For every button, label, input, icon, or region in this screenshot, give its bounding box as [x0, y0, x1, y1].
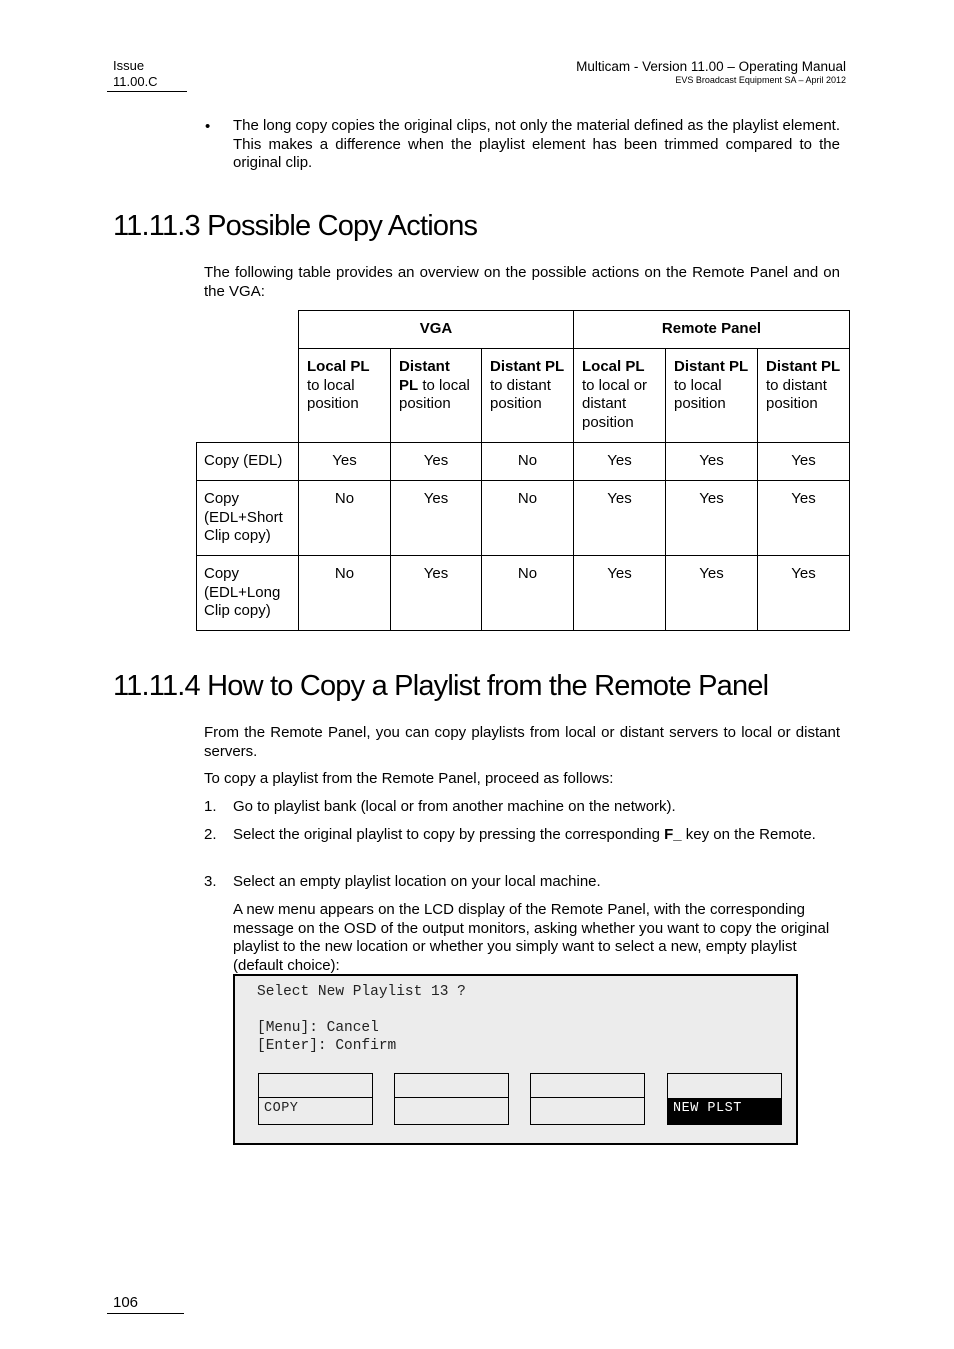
table-cell: Yes [574, 556, 666, 631]
table-cell: Yes [758, 481, 850, 556]
copy-playlist-intro: From the Remote Panel, you can copy playlists from local or distant servers to local or distant servers. [204, 724, 840, 760]
lcd-key-3[interactable] [530, 1073, 645, 1125]
table-row [197, 443, 850, 481]
lcd-prompt: Select New Playlist 13 ? [257, 984, 466, 1000]
table-cell: Yes [666, 556, 758, 631]
table-cell: No [482, 481, 574, 556]
lcd-note: A new menu appears on the LCD display of the Remote Panel, with the corresponding message on the OSD of the output monitors, asking whether you want to copy the original playlist to the new location or whether you simply want to select a new, empty playlist (default choice): [233, 901, 830, 974]
intro-bullet-text: The long copy copies the original clips, not only the material defined as the playlist element. This makes a difference when the playlist element has been trimmed compared to the original clip. [233, 117, 841, 171]
lcd-key-new-plst[interactable]: NEW PLST [667, 1073, 782, 1125]
step-text: Select the original playlist to copy by pressing the corresponding F_ key on the Remote. [233, 826, 816, 843]
step-number: 1. [204, 798, 217, 815]
column-header: Distant PL to distant position [482, 349, 574, 443]
step-text: Select an empty playlist location on your local machine. [233, 873, 601, 890]
manual-header [576, 58, 846, 86]
lcd-confirm-line: [Enter]: Confirm [257, 1038, 397, 1054]
bullet-icon: • [205, 118, 211, 135]
column-header: Local PL to local or distant position [574, 349, 666, 443]
page-number: 106 [113, 1294, 139, 1311]
table-cell: Yes [666, 443, 758, 481]
row-header: Copy (EDL) [197, 443, 299, 481]
copy-actions-table [196, 310, 850, 631]
table-corner [197, 349, 299, 443]
table-cell: Yes [299, 443, 391, 481]
row-header: Copy (EDL+Long Clip copy) [197, 556, 299, 631]
table-cell: Yes [666, 481, 758, 556]
lcd-display [233, 974, 798, 1145]
table-cell: Yes [758, 556, 850, 631]
publisher: EVS Broadcast Equipment SA – April 2012 [675, 75, 846, 85]
header-rule [107, 91, 187, 92]
table-cell: No [482, 443, 574, 481]
issue-label: Issue [113, 58, 145, 73]
step-number: 2. [204, 826, 217, 843]
table-cell: Yes [574, 481, 666, 556]
column-header: Distant PL to distant position [758, 349, 850, 443]
table-cell: Yes [758, 443, 850, 481]
table-cell: No [299, 481, 391, 556]
table-row [197, 481, 850, 556]
lcd-key-2[interactable] [394, 1073, 509, 1125]
table-cell: Yes [574, 443, 666, 481]
lcd-cancel-line: [Menu]: Cancel [257, 1020, 379, 1036]
table-cell: Yes [391, 556, 482, 631]
lcd-key-copy[interactable]: COPY [258, 1073, 373, 1125]
column-header: Distant PL to local position [666, 349, 758, 443]
group-header-vga: VGA [299, 311, 574, 349]
row-header: Copy (EDL+Short Clip copy) [197, 481, 299, 556]
table-cell: Yes [391, 443, 482, 481]
footer-rule [107, 1313, 184, 1314]
table-row [197, 556, 850, 631]
table-cell: Yes [391, 481, 482, 556]
function-key: F_ [664, 826, 682, 843]
manual-title: Multicam - Version 11.00 – Operating Manual [576, 59, 846, 74]
section-heading-copy-actions: 11.11.3 Possible Copy Actions [113, 210, 478, 242]
section-heading-copy-playlist: 11.11.4 How to Copy a Playlist from the Remote Panel [113, 670, 769, 702]
column-header: Distant PL to local position [391, 349, 482, 443]
issue-block [113, 58, 158, 90]
group-header-remote-panel: Remote Panel [574, 311, 850, 349]
proceed-text: To copy a playlist from the Remote Panel, proceed as follows: [204, 770, 614, 787]
table-cell: No [482, 556, 574, 631]
table-cell: No [299, 556, 391, 631]
step-text: Go to playlist bank (local or from another machine on the network). [233, 798, 676, 815]
table-corner [197, 311, 299, 349]
column-header: Local PL to local position [299, 349, 391, 443]
step-number: 3. [204, 873, 217, 890]
issue-value: 11.00.C [113, 74, 158, 89]
copy-actions-intro: The following table provides an overview on the possible actions on the Remote Panel and on the VGA: [204, 264, 840, 300]
